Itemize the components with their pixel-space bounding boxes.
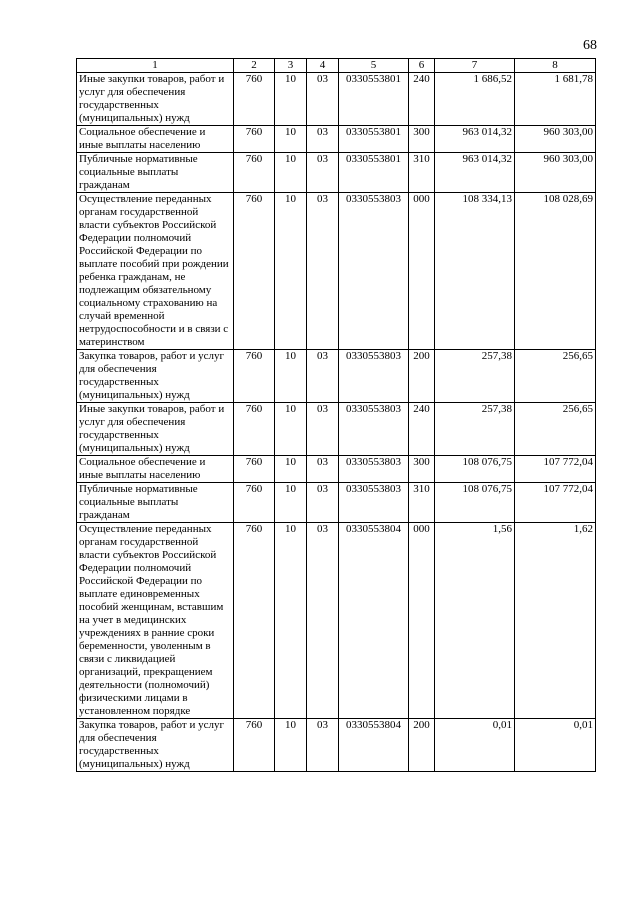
table-row: [77, 456, 596, 483]
subsection-code: 03: [307, 403, 339, 456]
amount-col8: 960 303,00: [515, 126, 596, 153]
target-code: 0330553801: [339, 153, 409, 193]
department-code: 760: [234, 719, 275, 772]
department-code: 760: [234, 73, 275, 126]
item-name: Закупка товаров, работ и услуг для обеспечения государственных (муниципальных) нужд: [77, 350, 234, 403]
section-code: 10: [275, 456, 307, 483]
department-code: 760: [234, 483, 275, 523]
amount-col7: 1 686,52: [435, 73, 515, 126]
expense-type-code: 300: [409, 456, 435, 483]
target-code: 0330553801: [339, 126, 409, 153]
subsection-code: 03: [307, 456, 339, 483]
expense-type-code: 240: [409, 73, 435, 126]
section-code: 10: [275, 73, 307, 126]
expense-type-code: 200: [409, 350, 435, 403]
expense-type-code: 240: [409, 403, 435, 456]
department-code: 760: [234, 193, 275, 350]
page-number: 68: [583, 38, 597, 53]
amount-col8: 107 772,04: [515, 456, 596, 483]
department-code: 760: [234, 456, 275, 483]
amount-col8: 1 681,78: [515, 73, 596, 126]
target-code: 0330553804: [339, 719, 409, 772]
amount-col8: 256,65: [515, 403, 596, 456]
table-row: [77, 126, 596, 153]
department-code: 760: [234, 153, 275, 193]
table-row: [77, 483, 596, 523]
item-name: Социальное обеспечение и иные выплаты населению: [77, 126, 234, 153]
target-code: 0330553803: [339, 193, 409, 350]
amount-col7: 108 076,75: [435, 483, 515, 523]
amount-col7: 963 014,32: [435, 153, 515, 193]
subsection-code: 03: [307, 350, 339, 403]
table-row: [77, 719, 596, 772]
amount-col8: 108 028,69: [515, 193, 596, 350]
amount-col8: 0,01: [515, 719, 596, 772]
amount-col8: 256,65: [515, 350, 596, 403]
item-name: Публичные нормативные социальные выплаты гражданам: [77, 483, 234, 523]
table-row: [77, 153, 596, 193]
department-code: 760: [234, 523, 275, 719]
target-code: 0330553803: [339, 456, 409, 483]
expense-type-code: 300: [409, 126, 435, 153]
table-row: [77, 350, 596, 403]
subsection-code: 03: [307, 193, 339, 350]
column-header: 4: [307, 59, 339, 73]
item-name: Публичные нормативные социальные выплаты гражданам: [77, 153, 234, 193]
section-code: 10: [275, 523, 307, 719]
amount-col7: 0,01: [435, 719, 515, 772]
amount-col7: 108 076,75: [435, 456, 515, 483]
column-header: 6: [409, 59, 435, 73]
column-header: 5: [339, 59, 409, 73]
item-name: Социальное обеспечение и иные выплаты населению: [77, 456, 234, 483]
section-code: 10: [275, 350, 307, 403]
table-row: [77, 73, 596, 126]
subsection-code: 03: [307, 719, 339, 772]
target-code: 0330553804: [339, 523, 409, 719]
item-name: Иные закупки товаров, работ и услуг для обеспечения государственных (муниципальных) нужд: [77, 403, 234, 456]
amount-col8: 960 303,00: [515, 153, 596, 193]
department-code: 760: [234, 126, 275, 153]
target-code: 0330553803: [339, 350, 409, 403]
expense-type-code: 200: [409, 719, 435, 772]
section-code: 10: [275, 719, 307, 772]
target-code: 0330553803: [339, 403, 409, 456]
item-name: Закупка товаров, работ и услуг для обеспечения государственных (муниципальных) нужд: [77, 719, 234, 772]
amount-col8: 1,62: [515, 523, 596, 719]
section-code: 10: [275, 153, 307, 193]
amount-col7: 108 334,13: [435, 193, 515, 350]
amount-col7: 1,56: [435, 523, 515, 719]
column-number-row: [77, 59, 596, 73]
expense-type-code: 000: [409, 193, 435, 350]
table-row: [77, 193, 596, 350]
subsection-code: 03: [307, 126, 339, 153]
department-code: 760: [234, 403, 275, 456]
table-row: [77, 403, 596, 456]
expense-type-code: 310: [409, 153, 435, 193]
subsection-code: 03: [307, 483, 339, 523]
column-header: 3: [275, 59, 307, 73]
item-name: Осуществление переданных органам государственной власти субъектов Российской Федерации полномочий Российской Федерации по выплате единовременных пособий женщинам, вставшим на учет в медицинских учреждениях в ранние сроки беременности, уволенным в связи с ликвидацией организаций, прекращением деятельности (полномочий) физическими лицами в установленном порядке: [77, 523, 234, 719]
amount-col7: 963 014,32: [435, 126, 515, 153]
target-code: 0330553803: [339, 483, 409, 523]
table-row: [77, 523, 596, 719]
budget-table: [76, 58, 596, 772]
item-name: Осуществление переданных органам государственной власти субъектов Российской Федерации полномочий Российской Федерации по выплате пособий при рождении ребенка гражданам, не подлежащим обязательному социальному страхованию на случай временной нетрудоспособности и в связи с материнством: [77, 193, 234, 350]
section-code: 10: [275, 193, 307, 350]
item-name: Иные закупки товаров, работ и услуг для обеспечения государственных (муниципальных) нужд: [77, 73, 234, 126]
amount-col8: 107 772,04: [515, 483, 596, 523]
section-code: 10: [275, 403, 307, 456]
column-header: 8: [515, 59, 596, 73]
column-header: 2: [234, 59, 275, 73]
section-code: 10: [275, 126, 307, 153]
subsection-code: 03: [307, 523, 339, 719]
subsection-code: 03: [307, 73, 339, 126]
department-code: 760: [234, 350, 275, 403]
column-header: 7: [435, 59, 515, 73]
subsection-code: 03: [307, 153, 339, 193]
target-code: 0330553801: [339, 73, 409, 126]
column-header: 1: [77, 59, 234, 73]
expense-type-code: 310: [409, 483, 435, 523]
expense-type-code: 000: [409, 523, 435, 719]
section-code: 10: [275, 483, 307, 523]
amount-col7: 257,38: [435, 350, 515, 403]
amount-col7: 257,38: [435, 403, 515, 456]
